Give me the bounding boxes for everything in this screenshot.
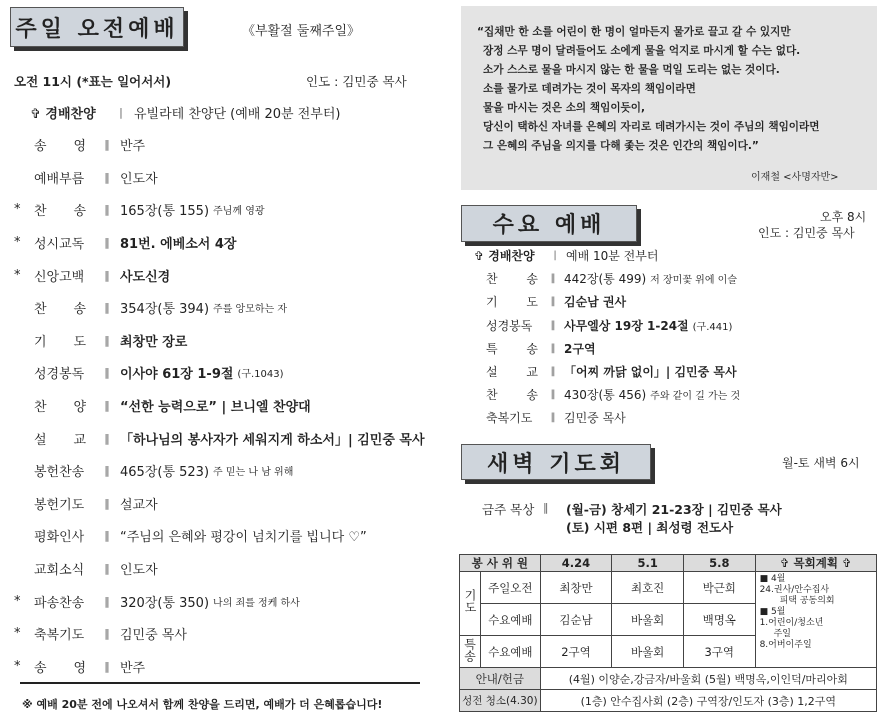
- sunday-service-subtitle: 《부활절 둘째주일》: [242, 24, 361, 39]
- item-text: 사도신경: [120, 269, 171, 285]
- item-note: 주 믿는 나 남 위해: [213, 467, 294, 479]
- item-divider: ‖: [104, 138, 110, 152]
- quote-source: 이재철 <사명자반>: [751, 172, 839, 183]
- item-label: 설 교: [486, 365, 538, 379]
- stand-marker: *: [14, 267, 21, 283]
- plan-line: 주일: [773, 629, 791, 639]
- plan-line: ■ 5월: [759, 607, 786, 617]
- item-label: 성경봉독: [486, 318, 533, 333]
- item-note: 주를 앙모하는 자: [213, 304, 288, 316]
- item-text: 442장(통 499): [564, 272, 647, 287]
- table-cell: 백명옥: [683, 604, 755, 636]
- row-label: 주일오전: [481, 572, 541, 604]
- table-cell: 바울회: [612, 636, 684, 668]
- wednesday-item: [482, 314, 732, 337]
- item-divider: ‖: [550, 319, 556, 331]
- item-label: 성경봉독: [34, 367, 85, 383]
- guide-label: 안내/헌금: [460, 668, 541, 690]
- table-cell: 3구역: [683, 636, 755, 668]
- wednesday-item: [482, 337, 600, 360]
- item-text: 165장(통 155): [120, 204, 210, 220]
- wednesday-service-title-box: [461, 205, 637, 242]
- item-text: 320장(통 350): [120, 595, 210, 611]
- footer-divider: [20, 682, 420, 684]
- dawn-prayer-title: 새벽 기도회: [487, 451, 625, 477]
- item-text: 2구역: [564, 341, 596, 356]
- quote-line: 소를 물가로 데려가는 것이 목자의 책임이라면: [483, 83, 696, 95]
- wednesday-service-title: 수요 예배: [492, 213, 606, 238]
- table-cell: 박근희: [683, 572, 755, 604]
- table-row: [460, 690, 877, 712]
- dawn-prayer-time: 월-토 새벽 6시: [782, 456, 860, 470]
- special-label: 특송: [460, 636, 481, 668]
- guide-cell: (4월) 이양순,강금자/바울회 (5월) 백명옥,이인덕/마리아회: [540, 668, 876, 690]
- item-label: 기 도: [486, 295, 538, 310]
- table-header-row: [460, 555, 877, 572]
- item-text: 이사야 61장 1-9절: [120, 367, 234, 383]
- service-item: [14, 96, 344, 128]
- stand-marker: *: [14, 626, 21, 642]
- dawn-line-1: (월-금) 창세기 21-23장 | 김민중 목사: [566, 502, 782, 517]
- item-divider: ‖: [104, 203, 110, 217]
- item-text: “선한 능력으로” | 브니엘 찬양대: [120, 399, 311, 415]
- item-text: 최창만 장로: [120, 334, 188, 350]
- table-cell: 김순남: [540, 604, 612, 636]
- item-text: 반주: [120, 139, 146, 155]
- item-text: 사무엘상 19장 1-24절: [564, 318, 689, 333]
- ministry-plan: [755, 572, 876, 668]
- item-divider: ‖: [104, 561, 110, 575]
- item-divider: |: [553, 250, 557, 261]
- service-item: [14, 129, 149, 161]
- clean-label: 성전 청소(4.30): [460, 690, 541, 712]
- table-row: [460, 572, 877, 604]
- item-label: 기 도: [34, 334, 86, 350]
- wednesday-item: [482, 360, 741, 383]
- stand-marker: *: [14, 658, 21, 674]
- plan-line: 피택 공동의회: [779, 596, 835, 606]
- item-label: 찬 송: [486, 272, 538, 287]
- service-leader: 인도 : 김민중 목사: [306, 74, 407, 89]
- quote-line: 당신이 택하신 자녀를 은혜의 자리로 데려가시는 것이 주님의 책임이라면: [483, 121, 820, 133]
- dawn-bar: ‖: [543, 501, 549, 514]
- item-label: 축복기도: [34, 628, 85, 644]
- service-time: 오전 11시 (*표는 일어서서): [14, 74, 172, 89]
- quote-line: 소가 스스로 물을 마시지 않는 한 물을 먹일 도리는 없는 것이다.: [483, 64, 780, 76]
- item-note: 주와 같이 길 가는 것: [650, 391, 741, 403]
- item-label: 예배부름: [34, 171, 85, 187]
- wednesday-item: [482, 267, 737, 290]
- prayer-label: 기도: [460, 572, 481, 636]
- item-divider: ‖: [104, 659, 110, 673]
- item-label: 평화인사: [34, 530, 85, 546]
- quote-line: 그 은혜의 주님을 의지를 다해 좇는 것은 인간의 책임이다.”: [483, 140, 759, 152]
- item-text: 354장(통 394): [120, 302, 210, 318]
- item-text: 465장(통 523): [120, 465, 210, 481]
- item-text: “주님의 은혜와 평강이 넘치기를 빕니다 ♡”: [120, 530, 367, 546]
- stand-marker: *: [14, 202, 21, 218]
- item-text: 인도자: [120, 562, 158, 578]
- item-divider: |: [119, 105, 123, 119]
- service-item: [14, 585, 300, 617]
- item-label: 특 송: [486, 341, 538, 356]
- table-header-cell: 5.8: [683, 555, 755, 572]
- item-label: 축복기도: [486, 411, 533, 426]
- wednesday-item: [474, 244, 662, 267]
- item-label: 송 영: [34, 660, 86, 676]
- item-label: 송 영: [34, 139, 86, 155]
- sunday-service-title-box: [10, 7, 184, 47]
- table-cell: 최창만: [540, 572, 612, 604]
- quote-line: 장정 스무 명이 달려들어도 소에게 물을 억지로 마시게 할 수는 없다.: [483, 45, 801, 57]
- item-note: 주님께 영광: [213, 206, 265, 218]
- item-text: 김순남 권사: [564, 295, 627, 310]
- item-divider: ‖: [104, 431, 110, 445]
- item-divider: ‖: [104, 398, 110, 412]
- table-header-cell: ✞ 목회계획 ✞: [755, 555, 876, 572]
- sunday-service-title: 주일 오전예배: [15, 16, 179, 42]
- item-divider: ‖: [104, 529, 110, 543]
- item-text: 설교자: [120, 497, 158, 513]
- item-divider: ‖: [550, 412, 556, 424]
- item-divider: ‖: [104, 496, 110, 510]
- plan-line: ■ 4월: [759, 574, 786, 584]
- item-text: 김민중 목사: [564, 411, 626, 426]
- item-divider: ‖: [550, 389, 556, 401]
- item-text: 김민중 목사: [120, 628, 187, 644]
- table-cell: 2구역: [540, 636, 612, 668]
- item-note: (구.441): [692, 321, 733, 333]
- item-label: 봉헌찬송: [34, 465, 85, 481]
- wednesday-item: [482, 383, 740, 406]
- item-divider: ‖: [104, 627, 110, 641]
- item-label: 찬 송: [34, 302, 86, 318]
- stand-marker: *: [14, 593, 21, 609]
- item-note: 저 장미꽃 위에 이슬: [650, 275, 737, 287]
- service-item: [14, 487, 162, 519]
- item-text: 「하나님의 봉사자가 세워지게 하소서」| 김민중 목사: [120, 432, 425, 448]
- item-label: 찬 송: [34, 204, 86, 220]
- service-item: [14, 324, 191, 356]
- item-text: 반주: [120, 660, 146, 676]
- plan-line: 24.권사/안수집사: [759, 585, 830, 595]
- dawn-prayer-title-box: [461, 444, 651, 480]
- item-divider: ‖: [550, 342, 556, 354]
- service-item: [14, 422, 429, 454]
- item-divider: ‖: [104, 268, 110, 282]
- item-label: 파송찬송: [34, 595, 85, 611]
- item-divider: ‖: [104, 301, 110, 315]
- item-label: 설 교: [34, 432, 86, 448]
- wednesday-item: [482, 290, 630, 313]
- item-label: 신앙고백: [34, 269, 85, 285]
- item-divider: ‖: [550, 296, 556, 308]
- item-note: (구.1043): [237, 369, 284, 381]
- service-item: [14, 455, 293, 487]
- item-divider: ‖: [104, 594, 110, 608]
- item-label: 찬 송: [486, 388, 538, 403]
- service-item: [14, 650, 149, 682]
- service-item: [14, 618, 191, 650]
- wednesday-time: 오후 8시: [820, 210, 867, 224]
- dawn-line-2: (토) 시편 8편 | 최성령 전도사: [566, 520, 734, 535]
- item-label: ✞ 경배찬양: [30, 106, 96, 122]
- item-text: 「어찌 까닭 없이」| 김민중 목사: [564, 365, 737, 379]
- service-item: [14, 226, 240, 258]
- row-label: 수요예배: [481, 604, 541, 636]
- item-label: ✞ 경배찬양: [474, 249, 535, 263]
- stand-marker: *: [14, 234, 21, 250]
- table-header-cell: 봉 사 위 원: [460, 555, 541, 572]
- item-label: 찬 양: [34, 399, 86, 415]
- item-text: 430장(통 456): [564, 388, 647, 403]
- plan-line: 8.어버이주일: [759, 640, 812, 650]
- wednesday-leader: 인도 : 김민중 목사: [758, 226, 855, 240]
- dawn-leader-label: 금주 목상: [482, 502, 535, 517]
- service-item: [14, 161, 162, 193]
- item-note: 나의 죄를 정케 하사: [213, 597, 300, 609]
- item-text: 유빌라테 찬양단 (예배 20분 전부터): [134, 106, 341, 122]
- item-label: 봉헌기도: [34, 497, 85, 513]
- footer-note: ※ 예배 20분 전에 나오셔서 함께 찬양을 드리면, 예배가 더 은혜롭습니다!: [22, 698, 383, 711]
- clean-cell: (1층) 안수집사회 (2층) 구역장/인도자 (3층) 1,2구역: [540, 690, 876, 712]
- item-divider: ‖: [550, 366, 556, 377]
- service-roster-table: [459, 554, 877, 712]
- table-cell: 바울회: [612, 604, 684, 636]
- table-header-cell: 4.24: [540, 555, 612, 572]
- wednesday-item: [482, 406, 630, 429]
- table-header-cell: 5.1: [612, 555, 684, 572]
- plan-line: 1.어린이/청소년: [759, 618, 824, 628]
- service-item: [14, 389, 315, 421]
- service-item: [14, 292, 287, 324]
- item-divider: ‖: [104, 170, 110, 184]
- item-divider: ‖: [104, 235, 110, 249]
- service-item: [14, 552, 162, 584]
- table-cell: 최호진: [612, 572, 684, 604]
- service-item: [14, 194, 265, 226]
- table-row: [460, 668, 877, 690]
- item-label: 성시교독: [34, 236, 85, 252]
- quote-box: [461, 6, 877, 190]
- item-divider: ‖: [104, 366, 110, 380]
- item-divider: ‖: [550, 273, 556, 285]
- quote-line: “집채만 한 소를 어린이 한 명이 얼마든지 물가로 끌고 갈 수 있지만: [477, 26, 791, 38]
- item-text: 예배 10분 전부터: [566, 249, 659, 263]
- item-label: 교회소식: [34, 562, 85, 578]
- service-item: [14, 520, 371, 552]
- item-divider: ‖: [104, 464, 110, 478]
- row-label: 수요예배: [481, 636, 541, 668]
- service-item: [14, 357, 284, 389]
- quote-line: 물을 마시는 것은 소의 책임이듯이,: [483, 102, 646, 114]
- item-divider: ‖: [104, 333, 110, 347]
- item-text: 인도자: [120, 171, 158, 187]
- item-text: 81번. 에베소서 4장: [120, 236, 237, 252]
- service-item: [14, 259, 174, 291]
